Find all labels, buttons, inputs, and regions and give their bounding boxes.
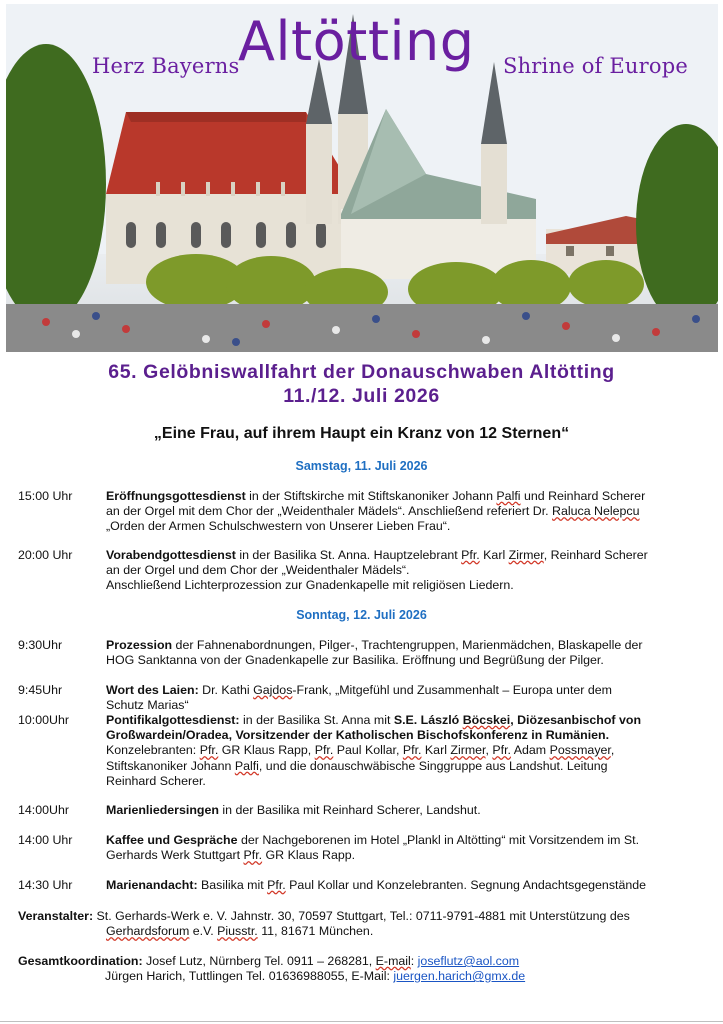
entry-text: Raluca Nelepcu — [552, 504, 640, 519]
event-motto: „Eine Frau, auf ihrem Haupt ein Kranz von 12 Sternen“ — [153, 425, 570, 442]
entry-text: in der Basilika St. Anna mit — [239, 713, 394, 727]
entry-text: Dr. Kathi — [198, 683, 254, 697]
entry-text: , und die donauschwäbische Singgruppe aus Landshut. Leitung — [258, 758, 608, 773]
entry-text: Palfi — [234, 758, 259, 773]
event-title: 65. Gelöbniswallfahrt der Donauschwaben Altötting — [108, 361, 615, 383]
entry-text: Zirmer — [450, 743, 486, 758]
entry-title: Prozession — [106, 638, 173, 652]
entry-description — [106, 489, 708, 535]
entry-text: Pfr. — [314, 743, 334, 758]
entry-text: Adam — [510, 743, 550, 758]
coordination-text: Josef Lutz, Nürnberg Tel. 0911 – 268281, — [142, 954, 376, 968]
entry-text: und Reinhard Scherer — [520, 489, 646, 503]
entry-title: Eröffnungsgottesdienst — [106, 489, 246, 503]
entry-description — [106, 803, 708, 818]
event-dates: 11./12. Juli 2026 — [283, 385, 440, 407]
entry-title: Kaffee und Gespräche — [106, 833, 238, 847]
entry-description — [106, 638, 708, 668]
entry-text: der Fahnenabordnungen, Pilger-, Trachtengruppen, Marienmädchen, Blaskapelle der — [172, 638, 643, 652]
entry-description — [106, 713, 708, 789]
entry-text: Pfr. — [267, 878, 286, 892]
entry-title: Großwardein/Oradea, Vorsitzender der Katholischen Bischofskonferenz in Rumänien. — [106, 728, 610, 743]
entry-text: GR Klaus Rapp. — [262, 848, 356, 863]
entry-text: Palfi — [496, 489, 521, 503]
entry-text: -Frank, „Mitgefühl und Zusammenhalt – Europa unter dem — [292, 683, 612, 697]
entry-time: 14:00Uhr — [18, 803, 69, 817]
entry-text: Pfr. — [243, 848, 263, 863]
organizer-label: Veranstalter: — [18, 909, 94, 923]
entry-time: 9:45Uhr — [18, 683, 63, 697]
entry-time: 10:00Uhr — [18, 713, 69, 727]
entry-text: der Nachgeborenen im Hotel „Plankl in Altötting“ mit Vorsitzendem im St. — [237, 833, 640, 847]
entry-text: Anschließend Lichterprozession zur Gnadenkapelle mit religiösen Liedern. — [106, 578, 514, 593]
header-photo — [6, 4, 718, 352]
coordination-text: E-mail — [375, 954, 411, 968]
tagline-left: Herz Bayerns — [92, 54, 240, 78]
brand-logo-text: Altötting — [238, 10, 475, 73]
entry-text: in der Stiftskirche mit Stiftskanoniker Johann — [245, 489, 497, 503]
entry-text: Basilika mit — [197, 878, 268, 892]
entry-title: Marienliedersingen — [106, 803, 219, 817]
coordination-label: Gesamtkoordination: — [18, 954, 143, 968]
email-link-harich[interactable]: juergen.harich@gmx.de — [393, 969, 526, 984]
entry-text: Pfr. — [402, 743, 422, 758]
entry-description — [106, 548, 708, 594]
entry-time: 20:00 Uhr — [18, 548, 73, 562]
tagline-right: Shrine of Europe — [503, 54, 688, 78]
entry-text: Paul Kollar und Konzelebranten. Segnung Andachtsgegenstände — [285, 878, 647, 892]
entry-text: Possmayer — [549, 743, 611, 758]
entry-text: Schutz Marias“ — [106, 698, 189, 713]
entry-description — [106, 833, 708, 863]
entry-text: Gajdos — [253, 683, 293, 697]
entry-text: „Orden der Armen Schulschwestern von Unserer Lieben Frau“. — [106, 519, 451, 534]
entry-text: , — [610, 743, 615, 758]
entry-text: , — [485, 743, 493, 758]
entry-text: Paul Kollar, — [333, 743, 403, 758]
entry-text: Karl — [421, 743, 451, 758]
entry-text: an der Orgel und dem Chor der „Weidenthaler Mädels“. — [106, 563, 410, 578]
coordination-text: : — [410, 954, 418, 968]
page-bottom-divider — [0, 1021, 723, 1022]
entry-text: in der Basilika mit Reinhard Scherer, Landshut. — [218, 803, 481, 817]
entry-title: , Diözesanbischof von — [510, 713, 642, 727]
entry-text: HOG Sanktanna von der Gnadenkapelle zur Basilika. Eröffnung und Begrüßung der Pilger. — [106, 653, 604, 668]
entry-title: Vorabendgottesdienst — [106, 548, 236, 562]
entry-text: , Reinhard Scherer — [543, 548, 648, 562]
entry-text: Pfr. — [461, 548, 480, 562]
organizer-text: 11, 81671 München. — [257, 924, 374, 939]
coordination-text: Jürgen Harich, Tuttlingen Tel. 01636988055, E-Mail: — [105, 969, 394, 984]
email-link-lutz[interactable]: joseflutz@aol.com — [417, 954, 520, 968]
entry-description — [106, 878, 708, 893]
day-heading-saturday: Samstag, 11. Juli 2026 — [295, 459, 428, 473]
entry-title: Böcskei — [462, 713, 511, 727]
organizer-text: St. Gerhards-Werk e. V. Jahnstr. 30, 70597 Stuttgart, Tel.: 0711-9791-4881 mit Unterstützung des — [93, 909, 630, 923]
entry-text: Karl — [479, 548, 509, 562]
coordination-info — [18, 954, 708, 984]
organizer-text: e.V. — [189, 924, 218, 939]
organizer-info — [18, 909, 708, 939]
entry-text: Reinhard Scherer. — [106, 773, 206, 788]
entry-text: an der Orgel mit dem Chor der „Weidenthaler Mädels“. Anschließend referiert Dr. — [106, 504, 553, 519]
entry-text: GR Klaus Rapp, — [218, 743, 315, 758]
entry-text: Pfr. — [199, 743, 219, 758]
entry-time: 15:00 Uhr — [18, 489, 73, 503]
entry-title: S.E. László — [393, 713, 463, 727]
entry-title: Wort des Laien: — [106, 683, 199, 697]
entry-title: Marienandacht: — [106, 878, 198, 892]
entry-time: 14:30 Uhr — [18, 878, 73, 892]
entry-time: 9:30Uhr — [18, 638, 63, 652]
entry-description — [106, 683, 708, 713]
day-heading-sunday: Sonntag, 12. Juli 2026 — [296, 608, 427, 622]
entry-time: 14:00 Uhr — [18, 833, 73, 847]
organizer-text: Gerhardsforum — [106, 924, 190, 939]
entry-text: Stiftskanoniker Johann — [106, 758, 235, 773]
entry-text: in der Basilika St. Anna. Hauptzelebrant — [235, 548, 462, 562]
entry-title: Pontifikalgottesdienst: — [106, 713, 240, 727]
organizer-text: Piusstr. — [217, 924, 258, 939]
entry-text: Konzelebranten: — [106, 743, 200, 758]
entry-text: Pfr. — [492, 743, 511, 758]
entry-text: Gerhards Werk Stuttgart — [106, 848, 244, 863]
entry-text: Zirmer — [508, 548, 544, 562]
